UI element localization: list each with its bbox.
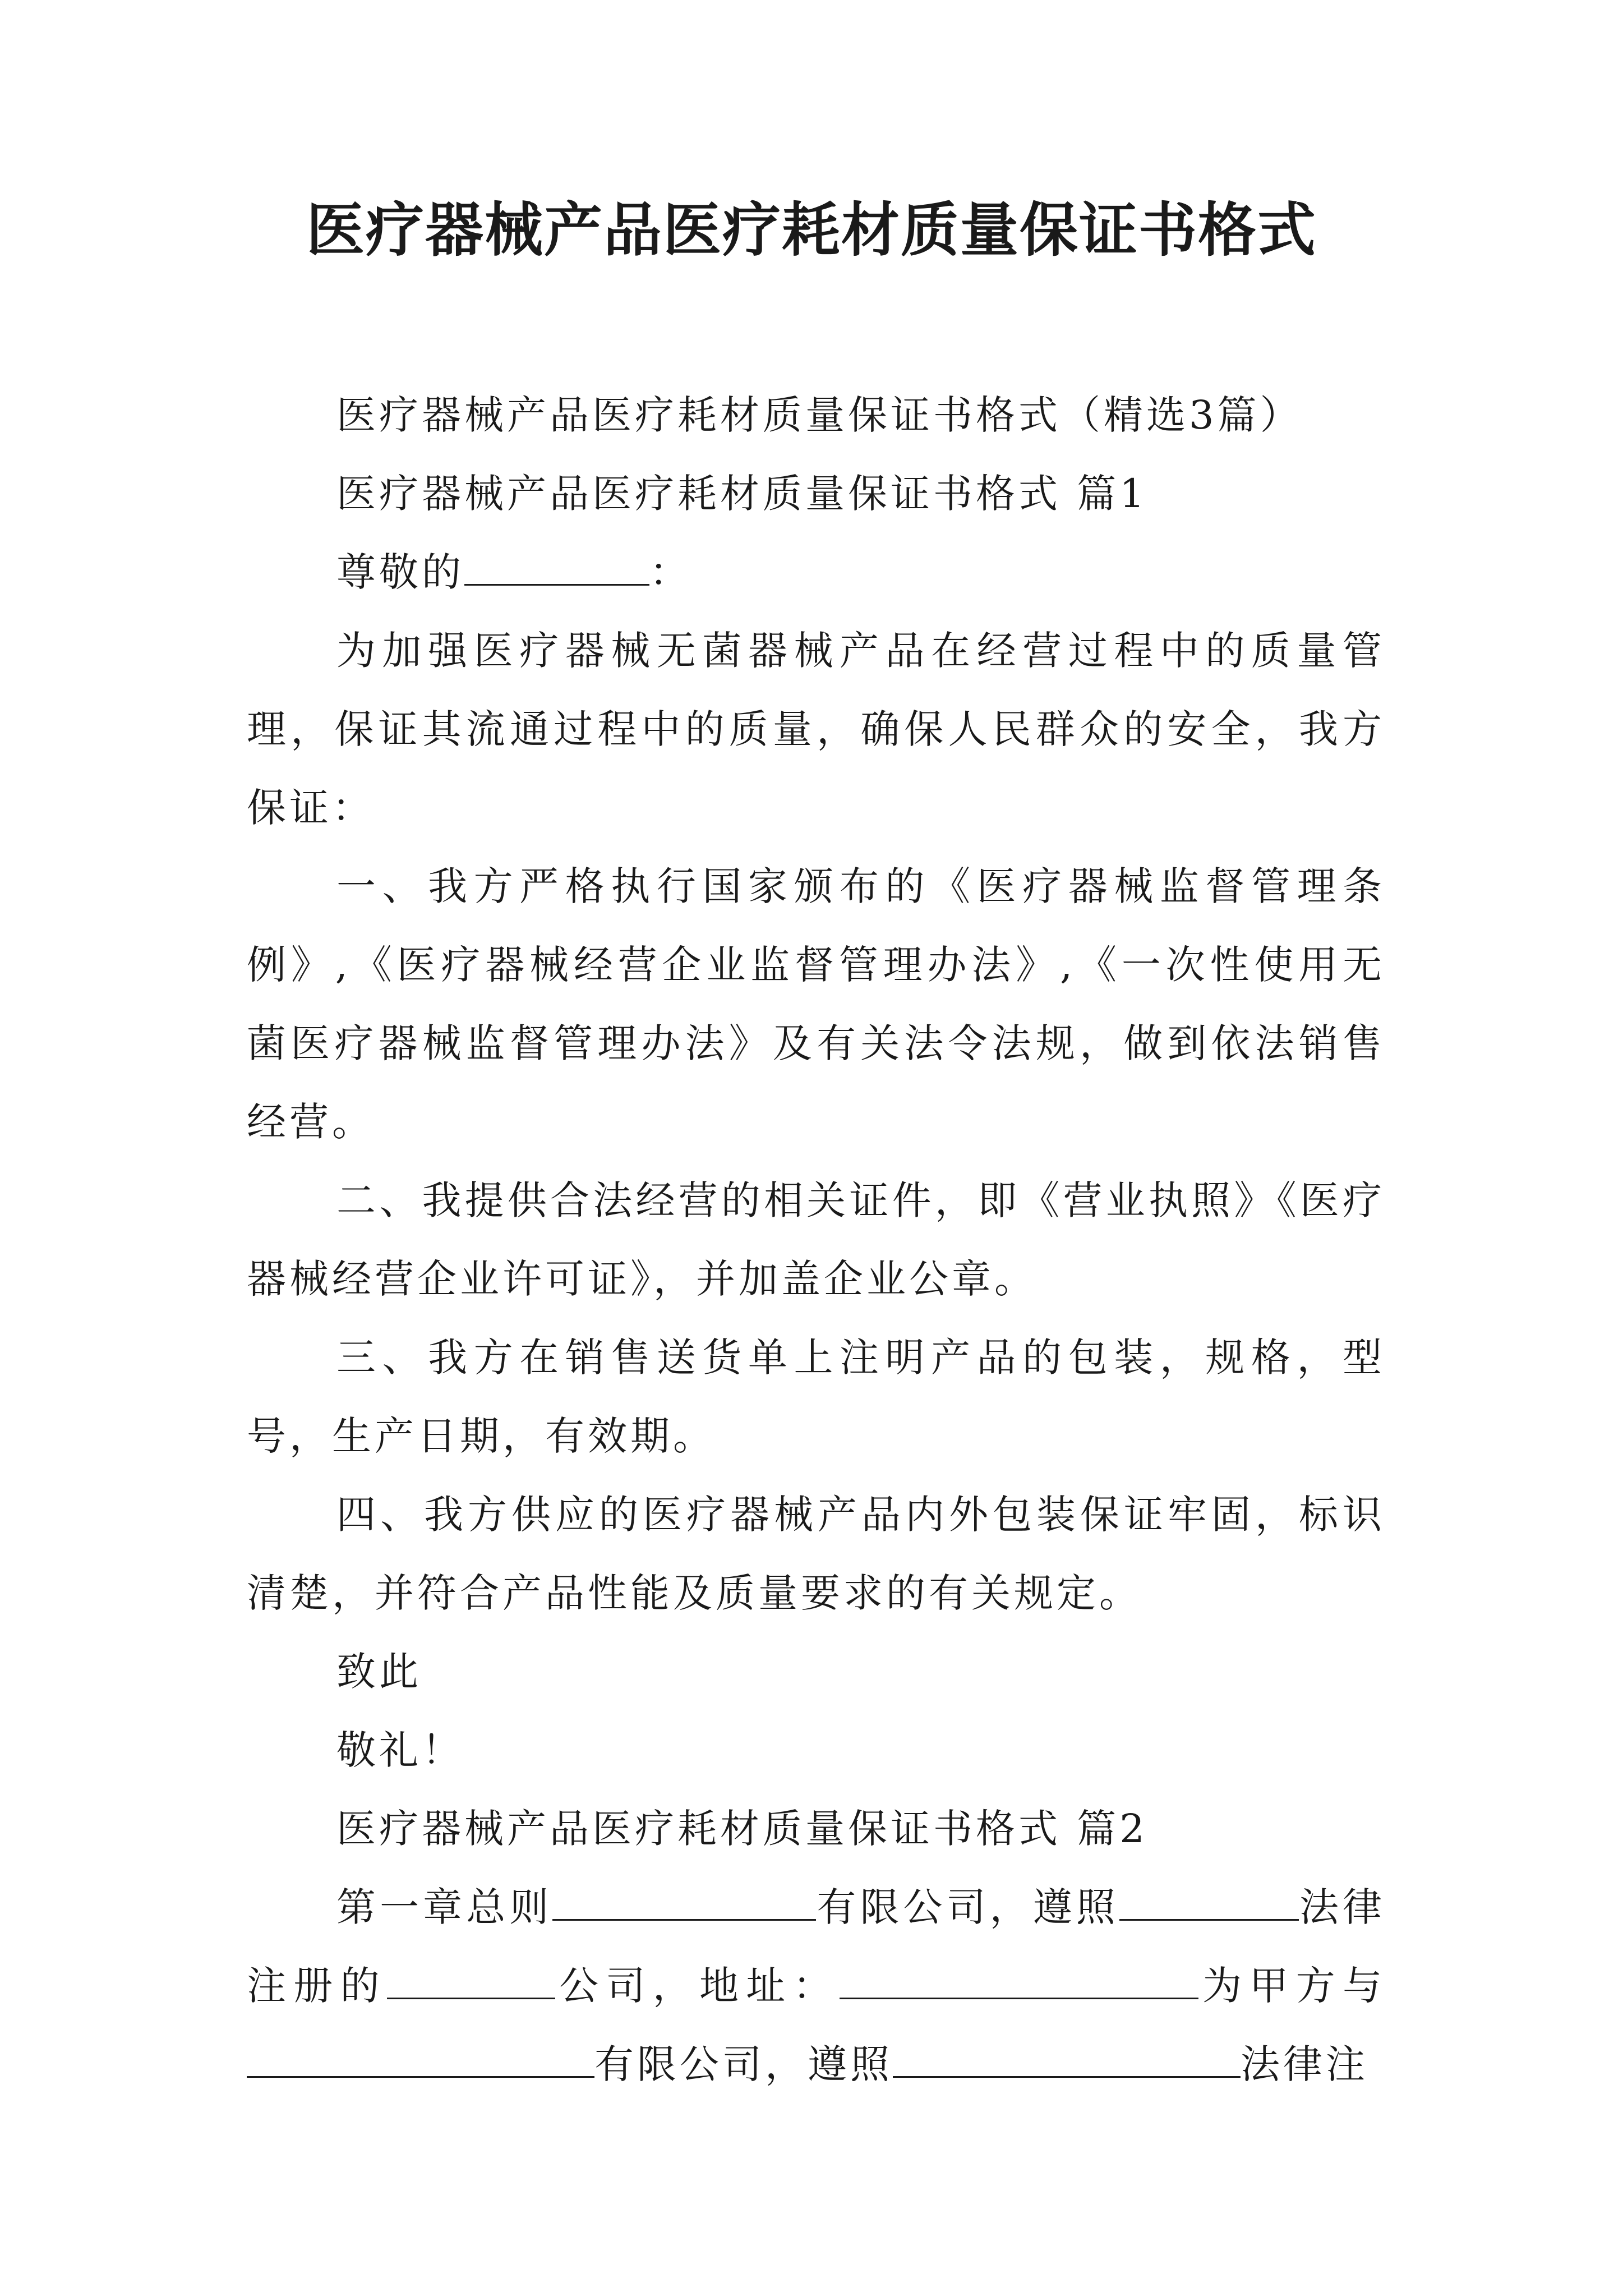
blank-line [840, 1962, 1198, 1999]
blank-line [387, 1962, 555, 1999]
document-title: 医疗器械产品医疗耗材质量保证书格式 [306, 195, 1317, 264]
clause-4: 四、我方供应的医疗器械产品内外包装保证牢固，标识清楚，并符合产品性能及质量要求的有关规定。 [247, 1492, 1385, 1616]
blank-line [893, 2040, 1241, 2078]
subtitle: 医疗器械产品医疗耗材质量保证书格式（精选3篇） [336, 392, 1303, 438]
text-segment: 有限公司，遵照 [816, 1884, 1119, 1930]
blank-line [1119, 1883, 1299, 1921]
text-segment: 法律注 [1241, 2041, 1368, 2087]
blank-line [464, 548, 649, 586]
closing-line-2: 敬礼！ [336, 1727, 464, 1773]
clause-3: 三、我方在销售送货单上注明产品的包装，规格，型号，生产日期，有效期。 [247, 1335, 1385, 1459]
text-segment: 法律注册的 [247, 1884, 1386, 2009]
chapter-paragraph [247, 1868, 1385, 2104]
text-segment: 公司，地址： [555, 1963, 840, 2009]
clause-2: 二、我提供合法经营的相关证件，即《营业执照》《医疗器械经营企业许可证》，并加盖企业公章。 [247, 1177, 1385, 1302]
closing-line-1: 致此 [336, 1649, 422, 1695]
text-segment: 有限公司，遵照 [594, 2041, 893, 2087]
blank-line [552, 1883, 816, 1921]
intro-paragraph: 为加强医疗器械无菌器械产品在经营过程中的质量管理，保证其流通过程中的质量，确保人民群众的安全，我方保证： [247, 628, 1385, 831]
text-segment: 第一章总则 [336, 1884, 553, 1930]
section-heading-1: 医疗器械产品医疗耗材质量保证书格式 篇1 [336, 471, 1148, 517]
text-segment: 为甲方与 [1198, 1963, 1386, 2009]
salutation-prefix: 尊敬的 [336, 549, 464, 595]
salutation-suffix: ： [649, 549, 692, 595]
blank-line [247, 2040, 594, 2078]
clause-1: 一、我方严格执行国家颁布的《医疗器械监督管理条例》,《医疗器械经营企业监督管理办法》,《一次性使用无菌医疗器械监督管理办法》及有关法令法规，做到依法销售经营。 [247, 863, 1385, 1145]
section-heading-2: 医疗器械产品医疗耗材质量保证书格式 篇2 [336, 1806, 1148, 1852]
document-body [247, 376, 1385, 2104]
salutation [247, 533, 1385, 611]
